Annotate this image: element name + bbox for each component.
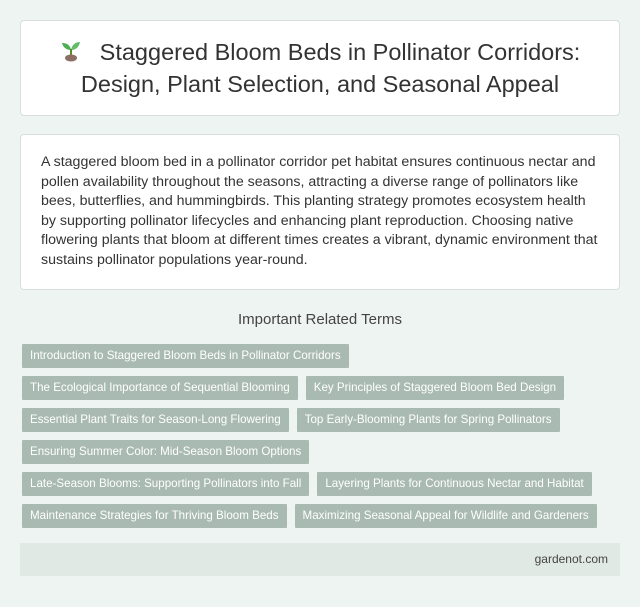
site-link[interactable]: gardenot.com bbox=[534, 552, 608, 566]
related-term-tag[interactable]: The Ecological Importance of Sequential Blooming bbox=[22, 376, 298, 400]
title-card bbox=[20, 20, 620, 116]
related-terms-list bbox=[22, 344, 622, 536]
related-term-tag[interactable]: Layering Plants for Continuous Nectar and Habitat bbox=[317, 472, 591, 496]
related-term-tag[interactable]: Key Principles of Staggered Bloom Bed Design bbox=[306, 376, 564, 400]
related-term-tag[interactable]: Top Early-Blooming Plants for Spring Pollinators bbox=[297, 408, 560, 432]
related-term-tag[interactable]: Late-Season Blooms: Supporting Pollinators into Fall bbox=[22, 472, 309, 496]
related-term-tag[interactable]: Essential Plant Traits for Season-Long Flowering bbox=[22, 408, 289, 432]
related-term-tag[interactable]: Maximizing Seasonal Appeal for Wildlife and Gardeners bbox=[295, 504, 597, 528]
description-text: A staggered bloom bed in a pollinator corridor pet habitat ensures continuous nectar and pollen availability throughout the seasons, attracting a diverse range of pollinators like bees, butterflies, and hummingbirds. This planting strategy promotes ecosystem health by supporting pollinator lifecycles and enhancing plant reproduction. Choosing native flowering plants that bloom at different times creates a vibrant, dynamic environment that sustains pollinator populations year-round. bbox=[41, 154, 598, 268]
page-title bbox=[41, 37, 599, 99]
page-title-text: Staggered Bloom Beds in Pollinator Corridors: Design, Plant Selection, and Seasonal Appeal bbox=[80, 39, 581, 97]
related-term-tag[interactable]: Maintenance Strategies for Thriving Bloom Beds bbox=[22, 504, 287, 528]
tag-row bbox=[22, 504, 622, 528]
tag-row bbox=[22, 376, 622, 400]
footer bbox=[20, 543, 620, 576]
related-terms-heading: Important Related Terms bbox=[238, 311, 402, 328]
tag-row bbox=[22, 344, 622, 368]
related-term-tag[interactable]: Introduction to Staggered Bloom Beds in Pollinator Corridors bbox=[22, 344, 349, 368]
seedling-icon bbox=[60, 38, 82, 69]
tag-row bbox=[22, 472, 622, 496]
description-card bbox=[20, 134, 620, 290]
tag-row bbox=[22, 408, 622, 432]
tag-row bbox=[22, 440, 622, 464]
related-term-tag[interactable]: Ensuring Summer Color: Mid-Season Bloom Options bbox=[22, 440, 309, 464]
